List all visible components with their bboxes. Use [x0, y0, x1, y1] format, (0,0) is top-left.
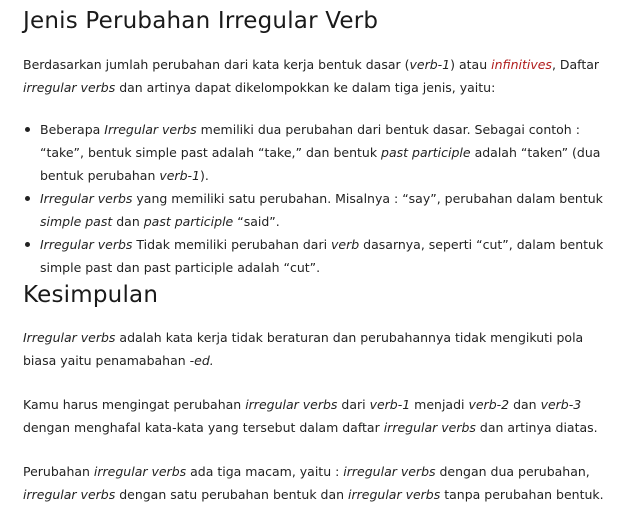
link-infinitives[interactable]: infinitives — [491, 57, 552, 72]
text-run: dan artinya dapat dikelompokkan ke dalam tiga jenis, yaitu: — [115, 80, 496, 95]
italic-term: verb-1 — [369, 397, 411, 412]
list-item-text — [40, 191, 603, 229]
italic-term: Irregular verbs — [104, 122, 197, 137]
section-heading-jenis-perubahan: Jenis Perubahan Irregular Verb — [23, 8, 379, 34]
text-run: dengan satu perubahan bentuk dan — [115, 487, 349, 502]
text-run: Tidak memiliki perubahan dari — [132, 237, 332, 252]
list-item — [23, 233, 608, 279]
list-item-text — [40, 122, 600, 183]
intro-paragraph — [23, 53, 608, 99]
italic-term: irregular verbs — [23, 487, 116, 502]
italic-term: irregular verbs — [93, 464, 187, 479]
text-run: ada tiga macam, yaitu : — [186, 464, 344, 479]
italic-term: irregular verbs — [245, 397, 338, 412]
italic-term: past participle — [381, 145, 471, 160]
bullet-dot-icon — [25, 196, 30, 201]
italic-term: irregular verbs — [343, 464, 436, 479]
text-run: “said”. — [233, 214, 280, 229]
italic-term: verb-3 — [540, 397, 582, 412]
italic-term: verb — [331, 237, 360, 252]
conclusion-paragraph-1 — [23, 326, 608, 372]
text-run: Berdasarkan jumlah perubahan dari kata kerja bentuk dasar ( — [23, 57, 410, 72]
text-run: dan — [112, 214, 144, 229]
text-run: dan artinya diatas. — [475, 420, 598, 435]
italic-term: verb-1 — [409, 57, 451, 72]
section-heading-kesimpulan: Kesimpulan — [23, 282, 159, 308]
text-run: adalah kata kerja tidak beraturan dan perubahannya tidak mengikuti pola biasa yaitu penamabahan — [23, 330, 584, 368]
bullet-dot-icon — [25, 242, 30, 247]
text-run: Kamu harus mengingat perubahan — [23, 397, 246, 412]
conclusion-paragraph-2 — [23, 393, 608, 439]
italic-term: Irregular verbs — [40, 237, 133, 252]
verb-types-list — [23, 118, 608, 279]
italic-term: irregular verbs — [348, 487, 441, 502]
text-run: , Daftar — [551, 57, 600, 72]
italic-term: irregular verbs — [23, 80, 116, 95]
text-run: adalah “taken” (dua bentuk perubahan — [40, 145, 601, 183]
text-run: yang memiliki satu perubahan. Misalnya : “say”, perubahan dalam bentuk — [132, 191, 603, 206]
conclusion-paragraph-3 — [23, 460, 608, 506]
list-item — [23, 118, 608, 187]
list-item — [23, 187, 608, 233]
italic-term: Irregular verbs — [40, 191, 133, 206]
text-run: memiliki dua perubahan dari bentuk dasar. Sebagai contoh : “take”, bentuk simple past adalah “take,” dan bentuk — [40, 122, 580, 160]
text-run: Beberapa — [40, 122, 105, 137]
text-run: dasarnya, seperti “cut”, dalam bentuk simple past dan past participle adalah “cut”. — [40, 237, 604, 275]
italic-term: verb-1 — [159, 168, 200, 183]
italic-term: Irregular verbs — [23, 330, 116, 345]
text-run: dengan menghafal kata-kata yang tersebut dalam daftar — [23, 420, 384, 435]
bullet-dot-icon — [25, 127, 30, 132]
text-run: dari — [337, 397, 370, 412]
text-run: menjadi — [410, 397, 469, 412]
italic-term: past participle — [143, 214, 234, 229]
text-run: dengan dua perubahan, — [435, 464, 590, 479]
list-item-text — [40, 237, 603, 275]
text-run: dan — [509, 397, 541, 412]
italic-term: verb-2 — [468, 397, 510, 412]
italic-term: irregular verbs — [383, 420, 476, 435]
text-run: ). — [199, 168, 209, 183]
italic-term: -ed. — [189, 353, 214, 368]
italic-term: simple past — [40, 214, 113, 229]
text-run: Perubahan — [23, 464, 94, 479]
text-run: tanpa perubahan bentuk. — [440, 487, 604, 502]
text-run: ) atau — [450, 57, 492, 72]
